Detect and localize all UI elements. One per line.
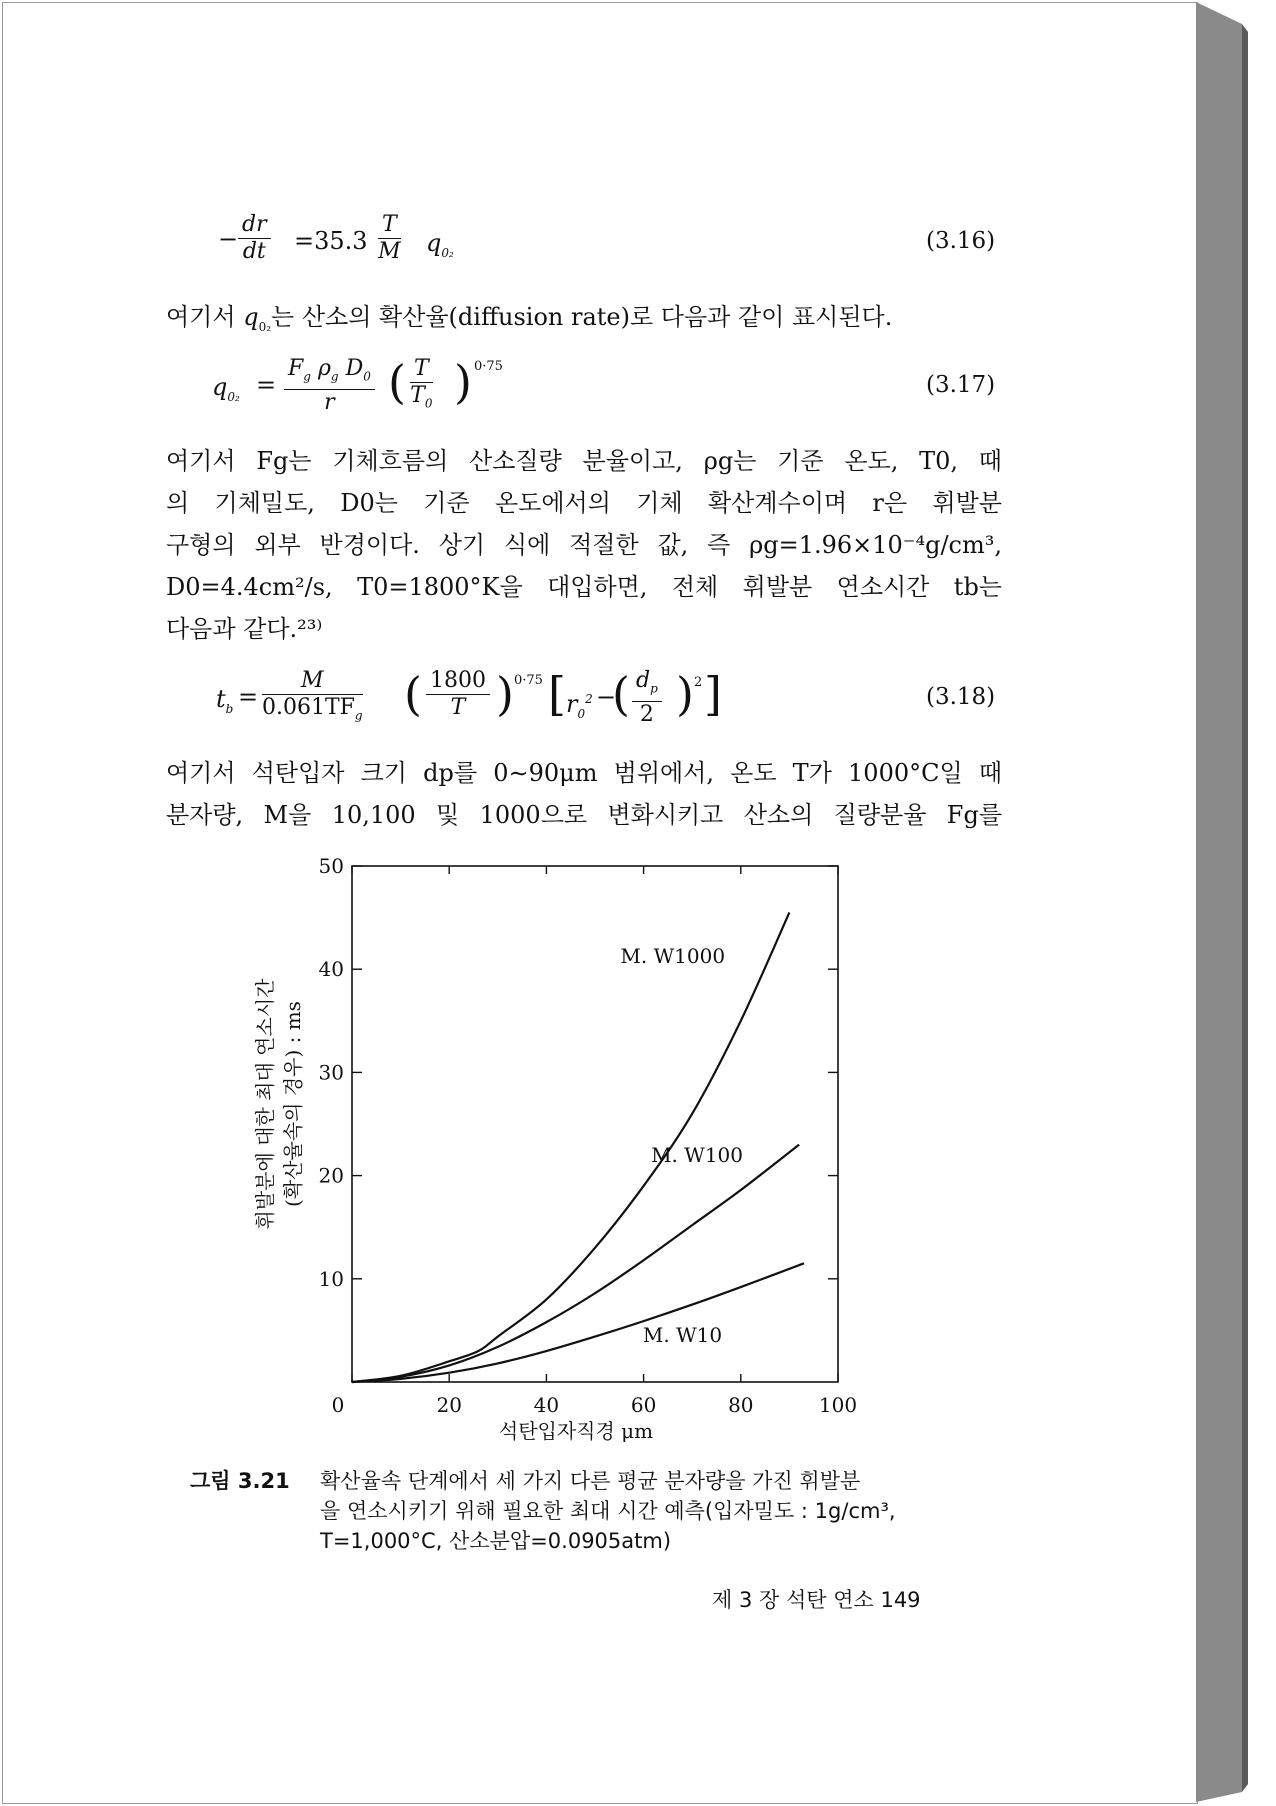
y-tick-label: 50 — [318, 856, 344, 878]
figure-label: 그림 3.21 — [190, 1469, 290, 1493]
y-axis-label-line1: 휘발분에 대한 최대 연소시간 — [253, 978, 277, 1230]
equation-number: (3.17) — [926, 372, 996, 398]
y-tick-label: 20 — [318, 1163, 344, 1188]
fraction-dp-2: $\frac{d_p}{2}$ — [632, 668, 662, 728]
fraction-1800-T: $\frac{1800}{T}$ — [426, 668, 490, 721]
page-edge-shadow — [1196, 2, 1254, 1802]
text-line-diffusion-rate: 여기서 $q_{0_2}$는 산소의 확산율(diffusion rate)로 다음과 같이 표시된다. — [166, 303, 893, 334]
caption-line: 확산율속 단계에서 세 가지 다른 평균 분자량을 가진 휘발분 — [320, 1469, 861, 1493]
fraction-T-T0: $\frac{T}{T_0}$ — [410, 356, 433, 411]
x-tick-label: 40 — [533, 1393, 560, 1417]
y-axis-label-line2: (확산율속의 경우) : ms — [281, 1001, 305, 1207]
fraction-FgrhogD0-r: $\frac{F_g \rho_g D_0}{r}$ — [284, 356, 375, 416]
fraction-T-M: $\frac{T}{M}$ — [378, 212, 401, 264]
x-axis-label: 석탄입자직경 μm — [498, 1419, 654, 1443]
series-line-m-w100 — [352, 1145, 799, 1382]
equation-number: (3.16) — [926, 228, 996, 254]
equation-number: (3.18) — [926, 684, 996, 710]
fraction-M-TFg: M $0.061TF_g$ — [262, 668, 363, 723]
series-label: M. W1000 — [620, 944, 726, 969]
x-tick-label: 100 — [818, 1393, 858, 1417]
series-line-m-w10 — [352, 1263, 804, 1382]
x-tick-label: 60 — [630, 1393, 657, 1417]
series-label: M. W100 — [651, 1143, 744, 1168]
x-tick-label: 0 — [331, 1393, 345, 1417]
y-tick-label: 40 — [318, 957, 344, 982]
y-tick-label: 30 — [318, 1060, 344, 1085]
running-footer: 제 3 장 석탄 연소 149 — [712, 1588, 921, 1612]
x-tick-label: 20 — [436, 1393, 462, 1417]
y-tick-label: 10 — [318, 1266, 344, 1291]
fraction-dr-dt: $\frac{dr}{dt}$ — [238, 212, 271, 265]
paragraph-conditions: 여기서 석탄입자 크기 dp를 0∼90μm 범위에서, 온도 T가 1000°C일 때 분자량, M을 10,100 및 1000으로 변화시키고 산소의 질량분율 Fg를 — [166, 759, 1002, 829]
plot-frame — [352, 866, 838, 1382]
caption-line: T=1,000°C, 산소분압=0.0905atm) — [320, 1529, 672, 1553]
series-label: M. W10 — [642, 1322, 723, 1347]
paragraph-definitions: 여기서 Fg는 기체흐름의 산소질량 분율이고, ρg는 기준 온도, T0, 때 의 기체밀도, D0는 기준 온도에서의 기체 확산계수이며 r은 휘발분 구형의 외부 반경이다. 상기 식에 적절한 값, 즉 ρg=1.96×10⁻⁴g/cm³, D0=4.4cm²/s, T0=1800°K을 대입하면, 전체 휘발분 연소시간 tb는 다음과 같다.²³⁾ — [166, 447, 1002, 643]
x-tick-label: 80 — [728, 1393, 754, 1417]
caption-line: 을 연소시키기 위해 필요한 최대 시간 예측(입자밀도 : 1g/cm³, — [320, 1499, 896, 1523]
combustion-time-chart — [220, 856, 880, 1456]
